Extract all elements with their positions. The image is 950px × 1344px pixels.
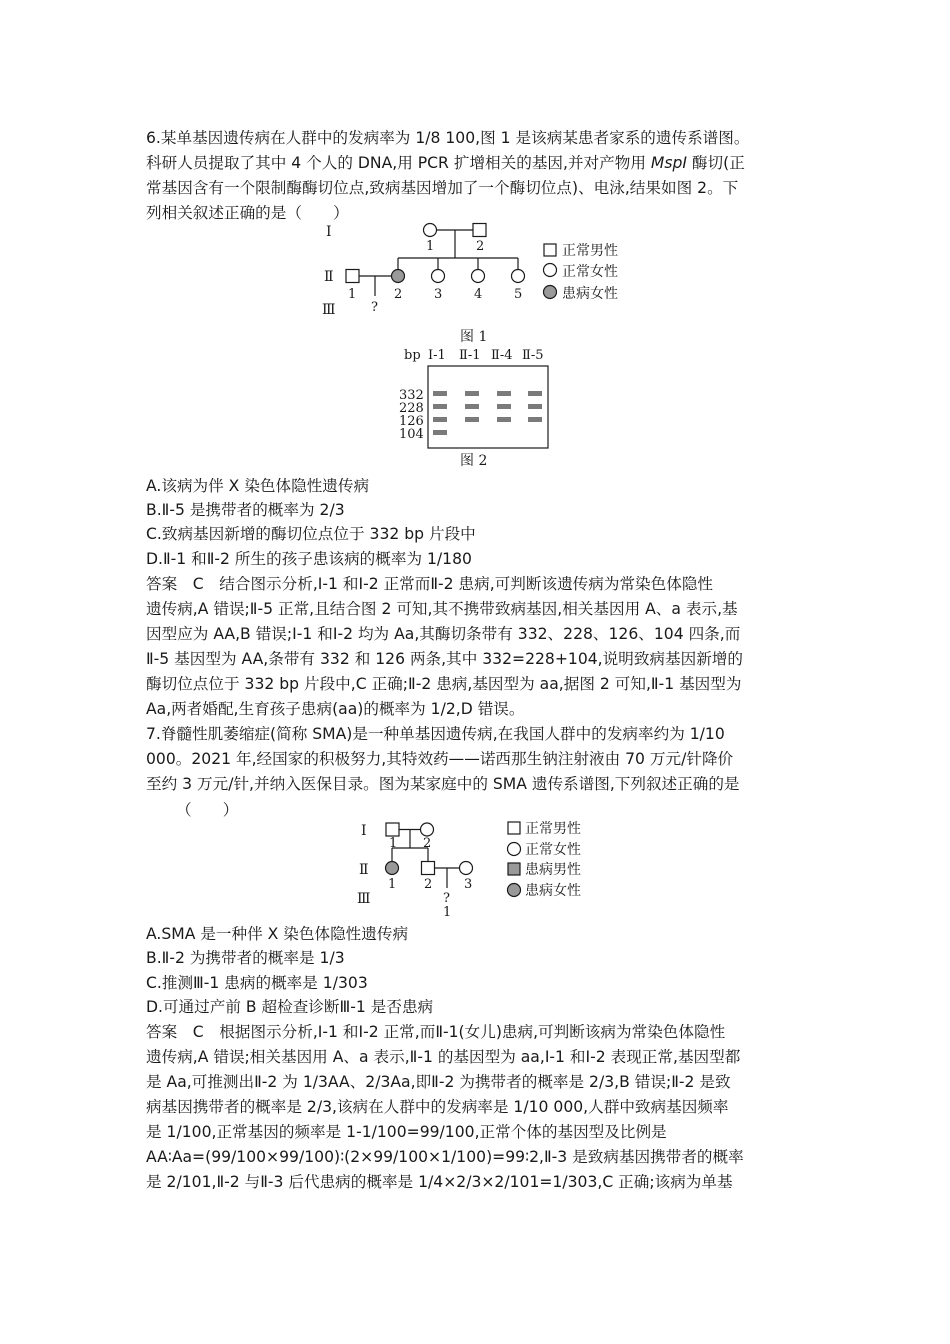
- size-126: 126: [399, 414, 424, 429]
- unit-bp: bp: [404, 348, 421, 363]
- size-332: 332: [399, 388, 424, 403]
- q7-stem-line-4: （ ）: [176, 801, 239, 819]
- num-III-1: 1: [443, 905, 452, 920]
- num-II-2: 2: [424, 877, 433, 892]
- num-I-1: 1: [389, 836, 398, 851]
- legend-affected-female: 患病女性: [562, 286, 618, 302]
- num-I-2: 2: [423, 836, 432, 851]
- q6-stem-line-4: 列相关叙述正确的是（ ）: [146, 204, 349, 222]
- pedigree-II-3-normal-female: [432, 270, 445, 283]
- gen-label-III: Ⅲ: [357, 891, 371, 907]
- gen-label-I: Ⅰ: [326, 224, 332, 240]
- legend-normal-male-icon: [544, 244, 556, 256]
- q6-figure-2-electrophoresis: [395, 344, 565, 472]
- gen-label-III: Ⅲ: [322, 302, 336, 318]
- q7-stem-line-1: 7.脊髓性肌萎缩症(简称 SMA)是一种单基因遗传病,在我国人群中的发病率约为 1/10: [146, 725, 725, 743]
- pedigree-II-2-affected-female: [392, 270, 405, 283]
- num-II-5: 5: [514, 287, 523, 302]
- q6-stem-line-2: [146, 153, 811, 173]
- pedigree-II-1-affected-female: [386, 862, 399, 875]
- legend-affected-female: 患病女性: [525, 883, 581, 899]
- q7-stem-line-3: 至约 3 万元/针,并纳入医保目录。图为某家庭中的 SMA 遗传系谱图,下列叙述正确的是: [146, 775, 740, 793]
- enzyme-name: MspI: [650, 154, 687, 172]
- num-II-3: 3: [464, 877, 473, 892]
- q7-answer-line: 是 2/101,Ⅱ-2 与Ⅱ-3 后代患病的概率是 1/4×2/3×2/101=1/303,C 正确;该病为单基: [146, 1173, 733, 1191]
- lane-label-II-4: Ⅱ-4: [491, 348, 513, 363]
- pedigree-I-1-normal-male: [386, 823, 399, 836]
- legend-affected-male: 患病男性: [525, 862, 581, 878]
- q7-answer-line: 遗传病,A 错误;相关基因用 A、a 表示,Ⅱ-1 的基因型为 aa,Ⅰ-1 和Ⅰ-2 表现正常,基因型都: [146, 1048, 741, 1066]
- gel-band-126-lane-4: [528, 417, 542, 422]
- num-I-2: 2: [476, 239, 485, 254]
- gel-band-332-lane-4: [528, 391, 542, 396]
- num-II-2: 2: [394, 287, 403, 302]
- legend-normal-male: 正常男性: [562, 243, 618, 259]
- legend-normal-male-icon: [508, 822, 520, 834]
- q6-stem-text: 科研人员提取了其中 4 个人的 DNA,用 PCR 扩增相关的基因,并对产物用: [146, 154, 651, 172]
- lane-label-II-5: Ⅱ-5: [522, 348, 544, 363]
- legend-normal-female-icon: [508, 843, 521, 856]
- pedigree-II-1-normal-male: [346, 270, 359, 283]
- legend-normal-female: 正常女性: [562, 264, 618, 280]
- size-104: 104: [399, 427, 424, 442]
- num-II-1: 1: [348, 287, 357, 302]
- pedigree-II-2-normal-male: [422, 862, 435, 875]
- q6-option-c: C.致病基因新增的酶切位点位于 332 bp 片段中: [146, 525, 476, 543]
- q6-answer-line: Aa,两者婚配,生育孩子患病(aa)的概率为 1/2,D 错误。: [146, 700, 525, 718]
- size-228: 228: [399, 401, 424, 416]
- pedigree-I-1-normal-female: [424, 224, 437, 237]
- q6-answer-line: 答案 C 结合图示分析,Ⅰ-1 和Ⅰ-2 正常而Ⅱ-2 患病,可判断该遗传病为常染色体隐性: [146, 575, 714, 593]
- q6-answer-line: 酶切位点位于 332 bp 片段中,C 正确;Ⅱ-2 患病,基因型为 aa,据图 2 可知,Ⅱ-1 基因型为: [146, 675, 742, 693]
- legend-affected-female-icon: [544, 286, 557, 299]
- legend-affected-male-icon: [508, 863, 520, 875]
- gel-band-126-lane-1: [433, 417, 447, 422]
- gel-band-126-lane-3: [497, 417, 511, 422]
- q7-option-c: C.推测Ⅲ-1 患病的概率是 1/303: [146, 974, 368, 992]
- pedigree-II-3-normal-female: [460, 862, 473, 875]
- gel-band-228-lane-2: [465, 404, 479, 409]
- gel-band-104-lane-1: [433, 430, 447, 435]
- num-II-1: 1: [388, 877, 397, 892]
- q7-answer-line: AA∶Aa=(99/100×99/100)∶(2×99/100×1/100)=99∶2,Ⅱ-3 是致病基因携带者的概率: [146, 1148, 744, 1166]
- q6-answer-line: 因型应为 AA,B 错误;Ⅰ-1 和Ⅰ-2 均为 Aa,其酶切条带有 332、228、126、104 四条,而: [146, 625, 741, 643]
- lane-label-I-1: Ⅰ-1: [428, 348, 446, 363]
- q7-option-b: B.Ⅱ-2 为携带者的概率是 1/3: [146, 949, 345, 967]
- num-I-1: 1: [426, 239, 435, 254]
- q7-figure-pedigree: [355, 818, 615, 920]
- legend-affected-female-icon: [508, 884, 521, 897]
- gel-band-126-lane-2: [465, 417, 479, 422]
- legend-normal-male: 正常男性: [525, 821, 581, 837]
- q7-answer-line: 是 1/100,正常基因的频率是 1-1/100=99/100,正常个体的基因型及比例是: [146, 1123, 667, 1141]
- q6-figure-1-pedigree: [310, 218, 650, 346]
- gel-band-332-lane-3: [497, 391, 511, 396]
- q7-answer-line: 答案 C 根据图示分析,Ⅰ-1 和Ⅰ-2 正常,而Ⅱ-1(女儿)患病,可判断该病为常染色体隐性: [146, 1023, 726, 1041]
- q6-answer-line: 遗传病,A 错误;Ⅱ-5 正常,且结合图 2 可知,其不携带致病基因,相关基因用 A、a 表示,基: [146, 600, 738, 618]
- unknown-III: ?: [371, 300, 378, 315]
- gen-label-II: Ⅱ: [324, 269, 334, 285]
- gel-bands: [433, 391, 542, 435]
- q6-stem-line-1: 6.某单基因遗传病在人群中的发病率为 1/8 100,图 1 是该病某患者家系的遗传系谱图。: [146, 129, 750, 147]
- gel-band-228-lane-3: [497, 404, 511, 409]
- q6-stem-line-3: 常基因含有一个限制酶酶切位点,致病基因增加了一个酶切位点)、电泳,结果如图 2。下: [146, 179, 739, 197]
- gen-label-I: Ⅰ: [361, 823, 367, 839]
- gel-band-228-lane-1: [433, 404, 447, 409]
- q7-answer-line: 病基因携带者的概率是 2/3,该病在人群中的发病率是 1/10 000,人群中致病基因频率: [146, 1098, 729, 1116]
- q6-option-a: A.该病为伴 X 染色体隐性遗传病: [146, 477, 370, 495]
- q7-answer-line: 是 Aa,可推测出Ⅱ-2 为 1/3AA、2/3Aa,即Ⅱ-2 为携带者的概率是 2/3,B 错误;Ⅱ-2 是致: [146, 1073, 731, 1091]
- q7-stem-line-2: 000。2021 年,经国家的积极努力,其特效药——诺西那生钠注射液由 70 万元/针降价: [146, 750, 734, 768]
- q6-stem-text-2: 酶切(正: [686, 154, 745, 172]
- gel-band-332-lane-1: [433, 391, 447, 396]
- pedigree-II-4-normal-female: [472, 270, 485, 283]
- q6-option-d: D.Ⅱ-1 和Ⅱ-2 所生的孩子患该病的概率为 1/180: [146, 550, 472, 568]
- num-II-4: 4: [474, 287, 483, 302]
- gen-label-II: Ⅱ: [359, 862, 369, 878]
- unknown-III: ?: [443, 891, 450, 906]
- pedigree-I-2-normal-female: [421, 823, 434, 836]
- pedigree-II-5-normal-female: [512, 270, 525, 283]
- gel-band-332-lane-2: [465, 391, 479, 396]
- q7-option-a: A.SMA 是一种伴 X 染色体隐性遗传病: [146, 925, 409, 943]
- q7-option-d: D.可通过产前 B 超检查诊断Ⅲ-1 是否患病: [146, 998, 434, 1016]
- pedigree-I-2-normal-male: [473, 224, 486, 237]
- legend-normal-female-icon: [544, 264, 557, 277]
- figure-1-caption: 图 1: [460, 329, 488, 345]
- q6-answer-line: Ⅱ-5 基因型为 AA,条带有 332 和 126 两条,其中 332=228+104,说明致病基因新增的: [146, 650, 743, 668]
- num-II-3: 3: [434, 287, 443, 302]
- figure-2-caption: 图 2: [460, 453, 488, 469]
- q6-option-b: B.Ⅱ-5 是携带者的概率为 2/3: [146, 501, 345, 519]
- lane-label-II-1: Ⅱ-1: [459, 348, 481, 363]
- gel-band-228-lane-4: [528, 404, 542, 409]
- legend-normal-female: 正常女性: [525, 842, 581, 858]
